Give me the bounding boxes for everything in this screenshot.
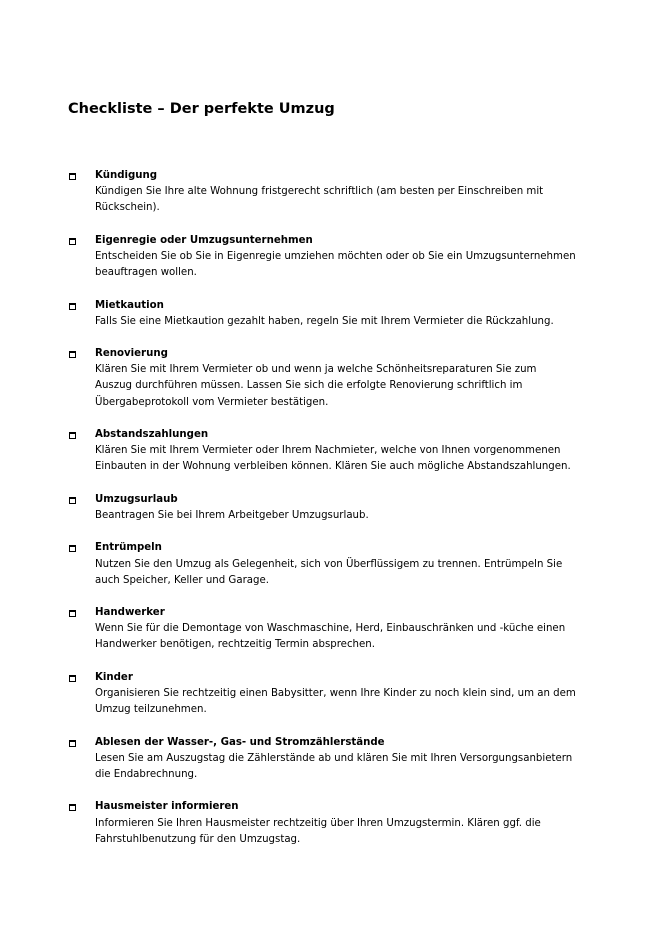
checklist-item-description-line: Handwerker benötigen, rechtzeitig Termin absprechen. [95, 639, 375, 651]
checklist-item [68, 735, 628, 784]
checklist-item-description-line: die Endabrechnung. [95, 768, 198, 780]
checklist-item-description-line: Übergabeprotokoll vom Vermieter bestätigen. [95, 396, 329, 408]
checklist-item-heading: Entrümpeln [95, 542, 162, 554]
checklist-item [68, 298, 628, 330]
checklist-item-description-line: Entscheiden Sie ob Sie in Eigenregie umziehen möchten oder ob Sie ein Umzugsunternehmen [95, 250, 576, 262]
checklist-item-description-line: Organisieren Sie rechtzeitig einen Babysitter, wenn Ihre Kinder zu noch klein sind, um an dem [95, 688, 576, 699]
checklist-item-description-line: Falls Sie eine Mietkaution gezahlt haben, regeln Sie mit Ihrem Vermieter die Rückzahlung. [95, 315, 554, 327]
checkbox-icon[interactable] [69, 303, 76, 310]
checklist-item-description-line: Nutzen Sie den Umzug als Gelegenheit, sich von Überflüssigem zu trennen. Entrümpeln Sie [95, 558, 563, 570]
checkbox-icon[interactable] [69, 804, 76, 811]
checklist-item-heading: Kündigung [95, 170, 158, 181]
checklist-item-description-line: Kündigen Sie Ihre alte Wohnung fristgerecht schriftlich (am besten per Einschreiben mit [95, 186, 544, 198]
checklist-item-heading: Kinder [95, 671, 133, 683]
checklist-item-description-line: Klären Sie mit Ihrem Vermieter ob und wenn ja welche Schönheitsreparaturen Sie zum [95, 364, 537, 376]
checkbox-icon[interactable] [69, 432, 76, 439]
checklist-item [68, 492, 628, 524]
checkbox-icon[interactable] [69, 238, 76, 245]
checklist-item-heading: Ablesen der Wasser-, Gas- und Stromzählerstände [95, 736, 385, 748]
checklist-item-description-line: auch Speicher, Keller und Garage. [95, 574, 269, 586]
checklist-item-heading: Handwerker [95, 607, 165, 619]
checkbox-icon[interactable] [69, 675, 76, 682]
checklist-item-description-line: Informieren Sie Ihren Hausmeister rechtzeitig über Ihren Umzugstermin. Klären ggf. die [95, 817, 541, 829]
checklist-item [68, 427, 628, 476]
checklist-item-heading: Abstandszahlungen [95, 429, 209, 440]
checklist-item-description-line: Auszug durchführen müssen. Lassen Sie sich die erfolgte Renovierung schriftlich im [95, 380, 523, 392]
checklist-item-heading: Umzugsurlaub [95, 493, 178, 505]
checklist-item [68, 346, 628, 411]
checklist-item-heading: Hausmeister informieren [95, 801, 239, 813]
checklist-item [68, 799, 628, 848]
checklist-item-heading: Renovierung [95, 348, 168, 360]
checklist-item-description-line: Beantragen Sie bei Ihrem Arbeitgeber Umzugsurlaub. [95, 509, 369, 521]
checklist-item [68, 233, 628, 282]
checkbox-icon[interactable] [69, 173, 76, 180]
checklist-item-description-line: Einbauten in der Wohnung verbleiben können. Klären Sie auch mögliche Abstandszahlungen. [95, 461, 571, 473]
checklist-item [68, 605, 628, 654]
checkbox-icon[interactable] [69, 351, 76, 358]
checklist-item [68, 168, 628, 217]
checklist-item [68, 670, 628, 719]
checkbox-icon[interactable] [69, 497, 76, 504]
checklist [68, 168, 628, 864]
checkbox-icon[interactable] [69, 740, 76, 747]
checkbox-icon[interactable] [69, 610, 76, 617]
checklist-item-description-line: Klären Sie mit Ihrem Vermieter oder Ihrem Nachmieter, welche von Ihnen vorgenommenen [95, 445, 561, 457]
checklist-item [68, 540, 628, 589]
checklist-item-description-line: Rückschein). [95, 202, 160, 214]
checklist-item-description-line: Wenn Sie für die Demontage von Waschmaschine, Herd, Einbauschränken und -küche einen [95, 623, 566, 635]
checklist-item-description-line: Lesen Sie am Auszugstag die Zählerstände ab und klären Sie mit Ihren Versorgungsanbietern [95, 752, 573, 764]
checklist-item-description-line: Fahrstuhlbenutzung für den Umzugstag. [95, 833, 301, 845]
checklist-item-heading: Eigenregie oder Umzugsunternehmen [95, 234, 313, 246]
checklist-item-description-line: beauftragen wollen. [95, 267, 197, 279]
checklist-item-heading: Mietkaution [95, 299, 164, 311]
page-title: Checkliste – Der perfekte Umzug [68, 101, 335, 117]
checklist-item-description-line: Umzug teilzunehmen. [95, 704, 207, 716]
checkbox-icon[interactable] [69, 545, 76, 552]
